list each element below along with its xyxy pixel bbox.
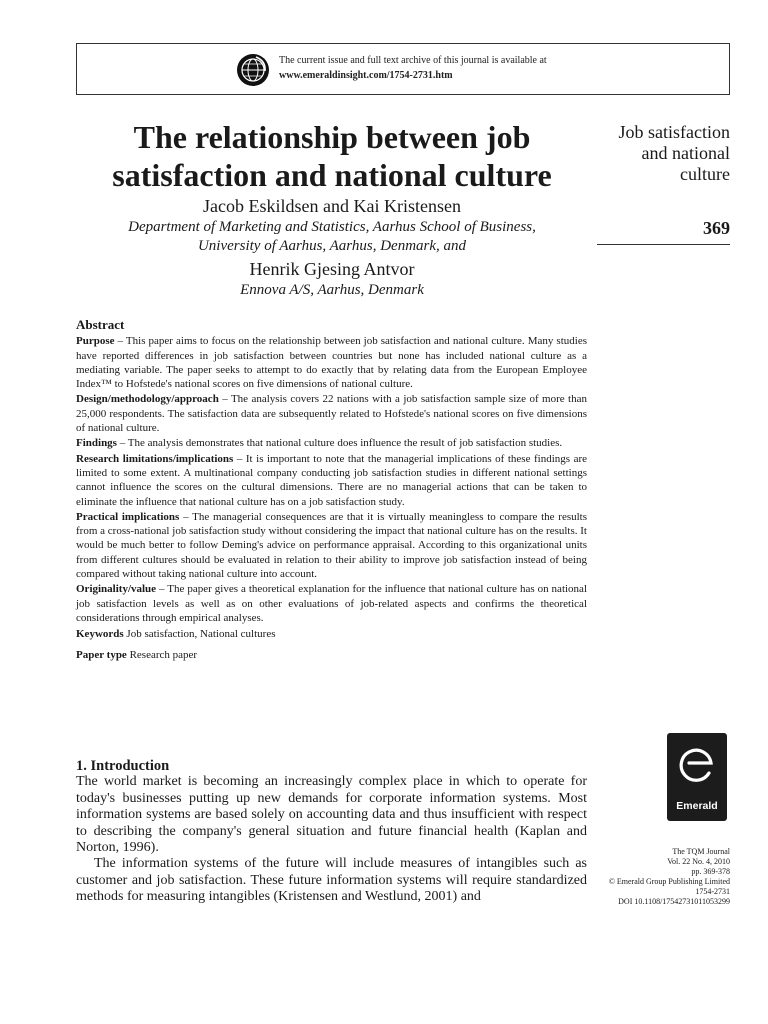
abstract-design xyxy=(76,392,587,435)
journal-citation-info xyxy=(560,847,730,907)
introduction-section xyxy=(76,758,587,906)
abstract-text: – It is important to note that the managerial implications of these findings are limited to some extent. A multinational company conducting job satisfaction studies in different national settings cannot influence the scores on the cultural dimensions. There are no managerial actions that can be taken to eliminate the influence that national culture has on a job satisfaction study. xyxy=(76,452,587,508)
page-number-rule xyxy=(597,244,730,245)
banner-text: The current issue and full text archive of this journal is available at xyxy=(279,55,547,66)
author-affiliation-1-line-2: University of Aarhus, Aarhus, Denmark, and xyxy=(197,238,467,254)
abstract-label: Practical implications xyxy=(76,510,180,523)
abstract-label: Findings xyxy=(76,437,117,450)
author-names-1: Jacob Eskildsen and Kai Kristensen xyxy=(203,196,461,216)
running-head xyxy=(570,122,730,185)
abstract-label: Originality/value xyxy=(76,583,157,596)
journal-doi: DOI 10.1108/17542731011053299 xyxy=(618,897,730,906)
author-affiliation-2: Ennova A/S, Aarhus, Denmark xyxy=(240,282,424,298)
emerald-logo xyxy=(667,733,727,821)
abstract-label: Paper type xyxy=(76,648,127,661)
abstract-heading: Abstract xyxy=(76,317,125,332)
abstract-purpose xyxy=(76,334,587,391)
abstract-text: – This paper aims to focus on the relationship between job satisfaction and national culture. Many studies have reported differences in job satisfaction between countries but none has included national culture as a mediating variable. The paper seeks to attempt to do exactly that by relating data from the European Employee Index™ to Hofstede's national scores on five dimensions of national culture. xyxy=(76,335,587,391)
abstract-paper-type xyxy=(76,648,587,662)
abstract-label: Design/methodology/approach xyxy=(76,393,219,406)
abstract xyxy=(76,318,587,663)
abstract-keywords xyxy=(76,627,587,641)
abstract-practical xyxy=(76,510,587,581)
abstract-limitations xyxy=(76,452,587,509)
journal-availability-banner xyxy=(76,43,730,95)
introduction-paragraph: The information systems of the future will include measures of intangibles such as customer and job satisfaction. These future information systems will require standardized methods for measuring intangibles (Kristensen and Westlund, 2001) and xyxy=(76,856,587,905)
abstract-label: Keywords xyxy=(76,628,124,641)
abstract-text: Job satisfaction, National cultures xyxy=(123,628,276,641)
globe-icon xyxy=(236,53,270,87)
abstract-text: – The paper gives a theoretical explanation for the influence that national culture has on national job satisfaction levels as well as on other evaluations of job-related aspects and confirms the theoretical considerations through empirical analyses. xyxy=(76,583,587,624)
emerald-e-icon xyxy=(675,743,719,787)
journal-url-link[interactable]: www.emeraldinsight.com/1754-2731.htm xyxy=(279,70,453,81)
running-head-line: Job satisfaction xyxy=(618,122,730,142)
author-names-2: Henrik Gjesing Antvor xyxy=(249,259,415,279)
journal-issn: 1754-2731 xyxy=(695,887,730,896)
abstract-text: – The managerial consequences are that it is virtually meaningless to compare the results from a cross-national job satisfaction study without considering the impact that national culture has on the results. It would be much better to follow Deming's advice on performance appraisal. According to this organizational units from different cultures should be evaluated in relation to their ability to improve job satisfaction instead of being compared without taking national culture into account. xyxy=(76,510,588,581)
page-number: 369 xyxy=(703,218,730,238)
journal-name: The TQM Journal xyxy=(672,847,730,856)
introduction-paragraph: The world market is becoming an increasingly complex place in which to operate for today's businesses putting up new demands for corporate information systems. Most information systems are based solely on accounting data and thus insufficient with respect to describing the company's general situation and future financial health (Kaplan and Norton, 1996). xyxy=(76,774,587,856)
journal-volume: Vol. 22 No. 4, 2010 xyxy=(667,857,730,866)
journal-copyright: © Emerald Group Publishing Limited xyxy=(608,877,730,886)
author-affiliation-1-line-1: Department of Marketing and Statistics, Aarhus School of Business, xyxy=(128,219,536,235)
emerald-logo-text: Emerald xyxy=(676,800,718,812)
abstract-findings xyxy=(76,436,587,450)
abstract-text: – The analysis demonstrates that national culture does influence the result of job satisfaction studies. xyxy=(116,437,563,450)
abstract-originality xyxy=(76,582,587,625)
paper-title: The relationship between job satisfaction and national culture xyxy=(112,119,552,193)
journal-pages: pp. 369-378 xyxy=(691,867,730,876)
introduction-heading: 1. Introduction xyxy=(76,758,170,774)
abstract-label: Purpose xyxy=(76,335,115,348)
abstract-text: – The analysis covers 22 nations with a job satisfaction sample size of more than 25,000 respondents. The satisfaction data are subsequently related to Hofstede's national scores on five dimensions of national culture. xyxy=(76,393,587,435)
running-head-line: and national xyxy=(641,143,730,163)
abstract-text: Research paper xyxy=(126,648,198,661)
abstract-label: Research limitations/implications xyxy=(76,452,234,465)
running-head-line: culture xyxy=(680,164,730,184)
